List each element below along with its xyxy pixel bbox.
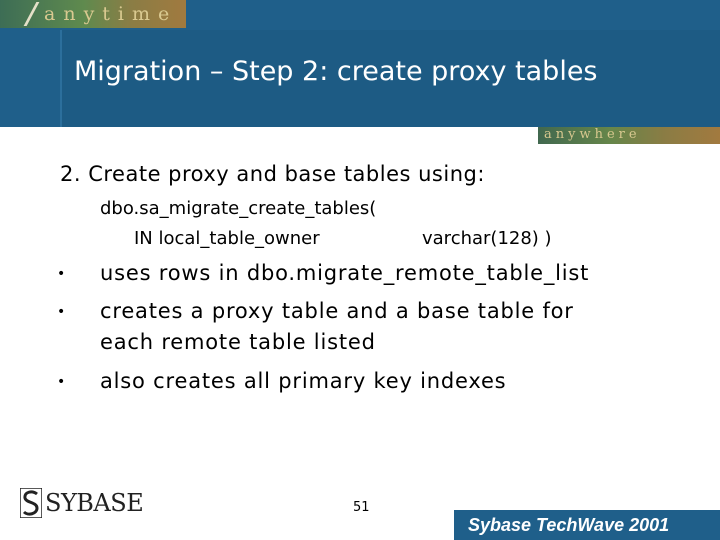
- bullet-item-remote-table-list: [100, 258, 589, 289]
- code-line-2-param: IN local_table_owner: [134, 228, 320, 249]
- event-name: Sybase TechWave 2001: [468, 515, 670, 535]
- code-line-2-type: varchar(128) ): [422, 228, 552, 249]
- bullet-line: uses rows in dbo.migrate_remote_table_list: [100, 261, 590, 285]
- slide-title: Migration – Step 2: create proxy tables: [74, 56, 598, 87]
- sybase-logo: [20, 487, 144, 521]
- page-number: 51: [353, 500, 370, 515]
- sybase-s-mark-icon: [20, 488, 42, 518]
- footer-banner: [454, 510, 720, 540]
- code-line-1: dbo.sa_migrate_create_tables(: [100, 198, 377, 219]
- header-divider: [60, 30, 62, 127]
- slash-decoration: [24, 2, 40, 26]
- bullet-item-primary-keys: [100, 366, 506, 397]
- bullet-item-creates-tables: [100, 296, 574, 358]
- bullet-marker: •: [57, 304, 66, 320]
- anywhere-text: anywhere: [544, 127, 641, 142]
- bullet-line: creates a proxy table and a base table for: [100, 299, 574, 323]
- sybase-logo-text: SYBASE: [45, 489, 144, 517]
- anytime-text: anytime: [44, 3, 178, 25]
- anytime-banner: [0, 0, 186, 28]
- bullet-line: each remote table listed: [100, 330, 376, 354]
- bullet-marker: •: [57, 266, 66, 282]
- anywhere-banner: [538, 127, 720, 144]
- bullet-line: also creates all primary key indexes: [100, 369, 507, 393]
- step-heading: 2. Create proxy and base tables using:: [60, 162, 485, 186]
- bullet-marker: •: [57, 374, 66, 390]
